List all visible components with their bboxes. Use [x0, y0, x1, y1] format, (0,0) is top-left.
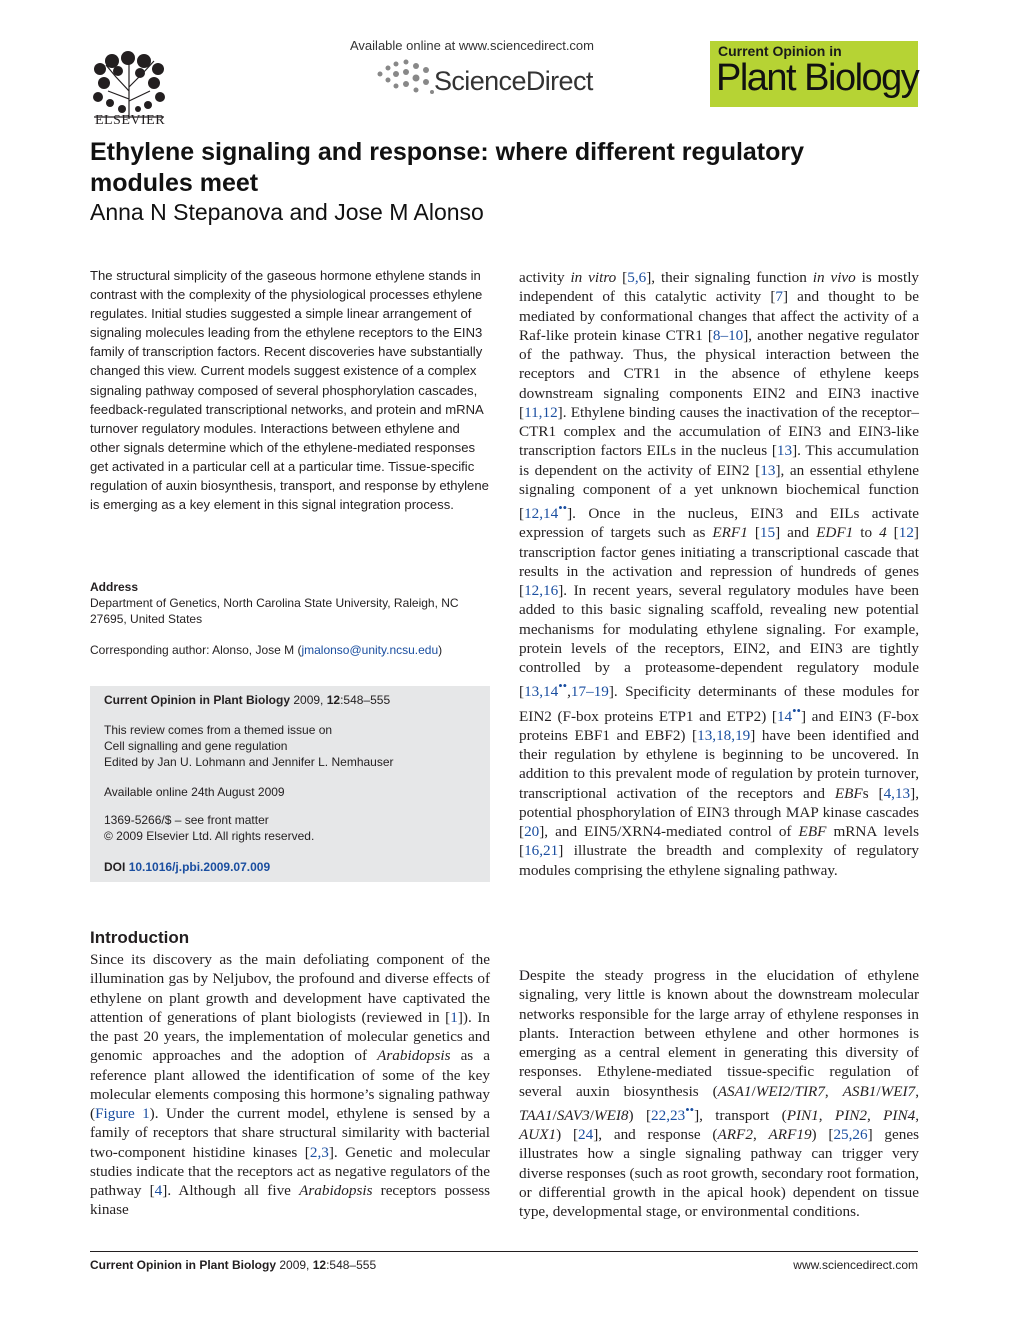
- footer-volume: 12: [312, 1258, 327, 1272]
- available-online-text: Available online at www.sciencedirect.com: [350, 38, 594, 53]
- footer-journal: Current Opinion in Plant Biology: [90, 1258, 276, 1272]
- info-box-journal: Current Opinion in Plant Biology: [104, 693, 290, 707]
- reference-link[interactable]: 16,21: [524, 842, 559, 860]
- article-title: Ethylene signaling and response: where different regulatory modules meet: [90, 138, 805, 197]
- info-box-issn: 1369-5266/$ – see front matter: [104, 813, 269, 827]
- reference-link[interactable]: 7: [775, 288, 784, 306]
- info-box-editors: Edited by Jan U. Lohmann and Jennifer L. Nemhauser: [104, 755, 394, 769]
- reference-link[interactable]: 15: [759, 524, 776, 542]
- info-box-themed-issue: This review comes from a themed issue on: [104, 723, 333, 737]
- reference-link[interactable]: 2,3: [309, 1143, 329, 1161]
- reference-link[interactable]: 25,26: [833, 1126, 868, 1144]
- sciencedirect-logo-text: ScienceDirect: [434, 66, 593, 96]
- reference-link[interactable]: 13,18,19: [697, 726, 751, 744]
- address-text: Department of Genetics, North Carolina State University, Raleigh, NC 27695, United States: [90, 596, 459, 626]
- reference-link[interactable]: 4: [154, 1182, 163, 1199]
- info-box-citation: [104, 692, 390, 708]
- address-label: Address: [90, 580, 139, 594]
- footer-year: 2009,: [279, 1258, 310, 1272]
- correspondence-prefix: Corresponding author: Alonso, Jose M (: [90, 643, 302, 657]
- author-email-link[interactable]: jmalonso@unity.ncsu.edu: [301, 643, 439, 657]
- introduction-heading: Introduction: [90, 928, 190, 947]
- info-box-volume: 12: [326, 693, 341, 707]
- journal-banner: [710, 41, 918, 107]
- reference-link[interactable]: 4,13: [883, 784, 911, 802]
- reference-link[interactable]: 1: [450, 1008, 458, 1026]
- reference-link[interactable]: 17–19: [570, 683, 609, 701]
- footer-url-link[interactable]: www.sciencedirect.com: [793, 1258, 918, 1272]
- doi-label: DOI: [104, 860, 126, 874]
- reference-link[interactable]: 5,6: [627, 269, 647, 286]
- reference-link[interactable]: 14: [776, 707, 793, 725]
- doi-link[interactable]: 10.1016/j.pbi.2009.07.009: [128, 860, 271, 874]
- info-box-year: 2009,: [293, 693, 324, 707]
- sciencedirect-dots-icon: [376, 58, 436, 98]
- reference-link[interactable]: 13,14: [524, 683, 559, 701]
- journal-banner-main-text: Plant Biology: [716, 57, 919, 99]
- figure-link[interactable]: Figure 1: [95, 1105, 150, 1122]
- info-box-copyright: © 2009 Elsevier Ltd. All rights reserved.: [104, 829, 315, 843]
- info-box-available-online: Available online 24th August 2009: [104, 785, 285, 799]
- reference-link[interactable]: 20: [524, 823, 540, 841]
- reference-link[interactable]: 8–10: [712, 326, 744, 344]
- correspondence-suffix: ): [438, 643, 443, 657]
- body-paragraph-2: Despite the steady progress in the elucidation of ethylene signaling, very little is known about the downstream molecular networks responsible for the large array of ethylene responses in plants. Interaction between ethylene and other hormones is emerging as a central element in generating this diversity of responses. Ethylene-mediated tissue-specific regulation of several auxin biosynthesis (ASA1/WEI2/TIR7, ASB1/WEI7, TAA1/SAV3/WEI8) [22,23••], transport (PIN1, PIN2, PIN4, AUX1) [24], and response (ARF2, ARF19) [25,26] genes illustrates how a single signaling pathway can trigger very diverse responses (such as root growth, secondary root formation, or differential growth in the apical hook) dependent on tissue type, developmental stage, or environmental conditions.: [519, 967, 920, 1221]
- reference-link[interactable]: 12,16: [524, 582, 559, 600]
- reference-link[interactable]: 22,23: [651, 1106, 686, 1124]
- journal-banner-top-text: Current Opinion in: [718, 43, 842, 59]
- introduction-paragraph: Since its discovery as the main defoliating component of the illumination gas by Neljubov, the profound and diverse effects of ethylene on plant growth and development have captivated the attention of generations of plant biologists (reviewed in [1]). In the past 20 years, the implementation of molecular genetics and genomic approaches and the adoption of Arabidopsis as a reference plant allowed the identification of some of the key molecular elements composing this hormone’s signaling pathway (Figure 1). Under the current model, ethylene is sensed by a family of receptors that share structural similarity with bacterial two-component histidine kinases [2,3]. Genetic and molecular studies indicate that the receptors act as negative regulators of the pathway [4]. Although all five Arabidopsis receptors possess kinase: [90, 951, 491, 1219]
- article-authors: Anna N Stepanova and Jose M Alonso: [90, 199, 484, 225]
- reference-link[interactable]: 12: [898, 524, 914, 542]
- footer-divider: [90, 1251, 918, 1252]
- publisher-name: ELSEVIER: [94, 113, 166, 128]
- reference-link[interactable]: 24: [578, 1126, 594, 1144]
- correspondence-line: [90, 643, 490, 657]
- info-box-theme-name: Cell signalling and gene regulation: [104, 739, 288, 753]
- footer-pages: :548–555: [326, 1258, 377, 1272]
- article-info-box: [90, 686, 490, 882]
- reference-link[interactable]: 13: [760, 461, 776, 479]
- info-box-doi-line: [104, 859, 270, 875]
- body-paragraph-1: activity in vitro [5,6], their signaling function in vivo is mostly independent of this catalytic activity [7] and thought to be mediated by conformational changes that affect the activity of a Raf-like protein kinase CTR1 [8–10], another negative regulator of the pathway. Thus, the physical interaction between the receptors and CTR1 in the absence of ethylene keeps downstream signaling components EIN2 and EIN3 inactive [11,12]. Ethylene binding causes the inactivation of the receptor–CTR1 complex and the accumulation of EIN3 and EIN3-like transcription factors EILs in the nucleus [13]. This accumulation is dependent on the activity of EIN2 [13], an essential ethylene signaling component of a yet unknown biochemical function [12,14••]. Once in the nucleus, EIN3 and EILs activate expression of targets such as ERF1 [15] and EDF1 to 4 [12] transcription factor genes initiating a transcriptional cascade that results in the activation and repression of hundreds of genes [12,16]. In recent years, several regulatory modules have been added to this basic signaling scaffold, revealing new potential mechanisms for modulating ethylene signaling. For example, protein levels of the receptors, EIN2, and EIN3 are tightly controlled by a proteasome-dependent regulatory module [13,14••,17–19]. Specificity determinants of these modules for EIN2 (F-box proteins ETP1 and ETP2) [14••] and EIN3 (F-box proteins EBF1 and EBF2) [13,18,19] have been identified and their regulation by ethylene is beginning to be uncovered. In addition to this prevalent mode of regulation by protein turnover, transcriptional activation of the receptors and EBFs [4,13], potential phosphorylation of EIN3 through MAP kinase cascades [20], and EIN5/XRN4-mediated control of EBF mRNA levels [16,21] illustrate the breadth and complexity of regulatory modules comprising the ethylene signaling pathway.: [519, 269, 920, 879]
- info-box-pages: :548–555: [340, 693, 391, 707]
- reference-link[interactable]: 12,14: [524, 505, 559, 523]
- footer-citation: [90, 1258, 376, 1272]
- reference-link[interactable]: 11,12: [524, 403, 558, 421]
- abstract: The structural simplicity of the gaseous hormone ethylene stands in contrast with the complexity of the physiological processes ethylene regulates. Initial studies suggested a simple linear arrangement of signaling molecules leading from the ethylene receptors to the EIN3 family of transcription factors. Recent discoveries have substantially changed this view. Current models suggest existence of a complex signaling pathway composed of several phosphorylation cascades, feedback-regulated transcriptional networks, and protein and mRNA turnover regulatory modules. Interactions between ethylene and other signals determine which of the ethylene-mediated responses get activated in a particular cell at a particular time. Tissue-specific regulation of auxin biosynthesis, transport, and response by ethylene is emerging as a key element in this signal integration process.: [90, 268, 489, 513]
- reference-link[interactable]: 13: [776, 442, 793, 460]
